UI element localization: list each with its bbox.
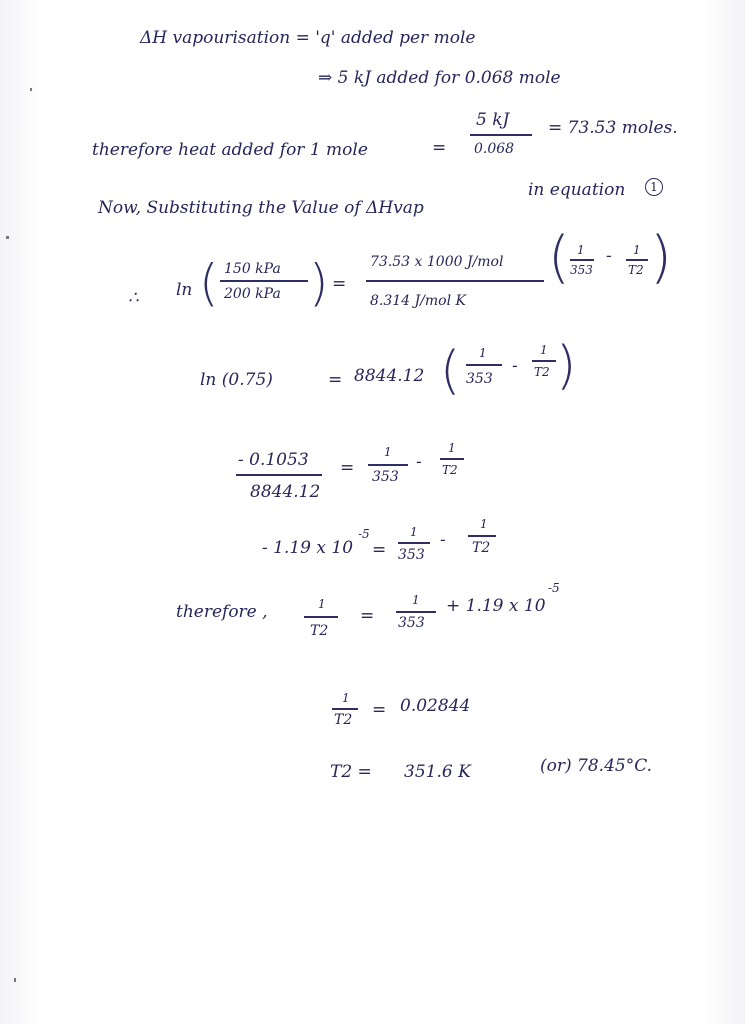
eq6-equals: = bbox=[372, 700, 387, 720]
eq7-value-kelvin: 351.6 K bbox=[404, 762, 471, 782]
eq1-frac-den: 200 kPa bbox=[224, 286, 281, 302]
eq2-bar-a bbox=[466, 364, 502, 366]
eq1-coef-bar bbox=[366, 280, 544, 282]
text-line-4-right: in equation bbox=[528, 180, 626, 200]
text-line-3: therefore heat added for 1 mole bbox=[92, 140, 368, 160]
eq4-den-b: T2 bbox=[472, 540, 491, 556]
eq2-den-b: T2 bbox=[534, 365, 550, 379]
eq1-ln: ln bbox=[176, 280, 193, 300]
eq3-bar bbox=[236, 474, 322, 476]
eq4-exponent: -5 bbox=[358, 527, 370, 541]
eq1-den-b: T2 bbox=[628, 263, 644, 277]
paper-mark bbox=[6, 236, 9, 239]
eq3-den: 8844.12 bbox=[250, 482, 321, 502]
eq5-one-a: 1 bbox=[412, 593, 420, 607]
eq2-den-a: 353 bbox=[466, 371, 493, 387]
eq2-minus: - bbox=[512, 356, 518, 376]
eq2-lhs: ln (0.75) bbox=[200, 370, 273, 390]
eq1-coef-den: 8.314 J/mol K bbox=[370, 293, 466, 309]
eq5-den-left: T2 bbox=[310, 623, 329, 639]
eq3-den-b: T2 bbox=[442, 463, 458, 477]
line-3-equals: = bbox=[432, 138, 447, 158]
eq5-den-a: 353 bbox=[398, 615, 425, 631]
eq3-bar-a bbox=[368, 464, 408, 466]
eq1-big-paren-close: ) bbox=[650, 225, 672, 290]
eq3-minus: - bbox=[416, 452, 422, 472]
eq3-den-a: 353 bbox=[372, 469, 399, 485]
eq5-equals: = bbox=[360, 606, 375, 626]
eq3-bar-b bbox=[440, 458, 464, 460]
eq5-label: therefore , bbox=[176, 602, 268, 622]
eq3-num: - 0.1053 bbox=[238, 450, 309, 470]
eq5-bar-left bbox=[304, 616, 338, 618]
eq4-minus: - bbox=[440, 530, 446, 550]
eq6-den: T2 bbox=[334, 712, 353, 728]
eq2-equals: = bbox=[328, 370, 343, 390]
eq1-frac-bar bbox=[220, 280, 308, 282]
eq1-bar-b bbox=[626, 259, 648, 261]
text-line-2: ⇒ 5 kJ added for 0.068 mole bbox=[318, 68, 561, 88]
line-3-result: = 73.53 moles. bbox=[548, 118, 678, 138]
eq1-big-paren-open: ( bbox=[548, 225, 570, 290]
eq1-paren-close: ) bbox=[309, 254, 329, 312]
paper-mark bbox=[14, 978, 16, 982]
therefore-symbol: ∴ bbox=[128, 288, 139, 308]
eq2-paren-open: ( bbox=[440, 341, 461, 401]
eq4-one-a: 1 bbox=[410, 525, 418, 539]
eq3-one-b: 1 bbox=[448, 441, 456, 455]
equation-number-circle: 1 bbox=[645, 178, 663, 196]
eq4-lhs: - 1.19 x 10 bbox=[262, 538, 354, 558]
eq1-one-b: 1 bbox=[633, 243, 641, 257]
eq1-bar-a bbox=[570, 259, 594, 261]
text-line-1: ΔH vapourisation = 'q' added per mole bbox=[140, 28, 476, 48]
eq7-value-celsius: (or) 78.45°C. bbox=[540, 756, 653, 776]
eq7-lhs: T2 = bbox=[330, 762, 372, 782]
line-3-numerator: 5 kJ bbox=[476, 110, 510, 130]
paper-mark bbox=[30, 88, 32, 91]
eq1-paren-open: ( bbox=[199, 254, 219, 312]
eq3-one-a: 1 bbox=[384, 445, 392, 459]
eq5-exponent: -5 bbox=[548, 581, 560, 595]
eq4-den-a: 353 bbox=[398, 547, 425, 563]
eq2-paren-close: ) bbox=[556, 336, 577, 396]
eq1-equals: = bbox=[332, 274, 347, 294]
eq2-coef: 8844.12 bbox=[354, 366, 425, 386]
eq1-one-a: 1 bbox=[577, 243, 585, 257]
eq4-bar-b bbox=[468, 535, 496, 537]
eq5-one-left: 1 bbox=[318, 597, 326, 611]
eq5-bar-a bbox=[396, 611, 436, 613]
text-line-4: Now, Substituting the Value of ΔHvap bbox=[98, 198, 424, 218]
eq6-bar bbox=[332, 708, 358, 710]
line-3-denominator: 0.068 bbox=[474, 141, 515, 157]
eq1-frac-num: 150 kPa bbox=[224, 261, 281, 277]
eq6-value: 0.02844 bbox=[400, 696, 471, 716]
eq1-minus: - bbox=[606, 246, 612, 266]
eq5-plus-term: + 1.19 x 10 bbox=[446, 596, 546, 616]
eq2-one-a: 1 bbox=[479, 346, 487, 360]
eq4-one-b: 1 bbox=[480, 517, 488, 531]
eq6-one: 1 bbox=[342, 691, 350, 705]
eq1-den-a: 353 bbox=[570, 263, 593, 277]
eq1-coef-num: 73.53 x 1000 J/mol bbox=[370, 254, 504, 270]
line-3-fraction-bar bbox=[470, 134, 532, 136]
eq2-one-b: 1 bbox=[540, 343, 548, 357]
eq3-equals: = bbox=[340, 458, 355, 478]
eq4-bar-a bbox=[398, 542, 430, 544]
eq4-equals: = bbox=[372, 540, 387, 560]
eq2-bar-b bbox=[532, 360, 556, 362]
